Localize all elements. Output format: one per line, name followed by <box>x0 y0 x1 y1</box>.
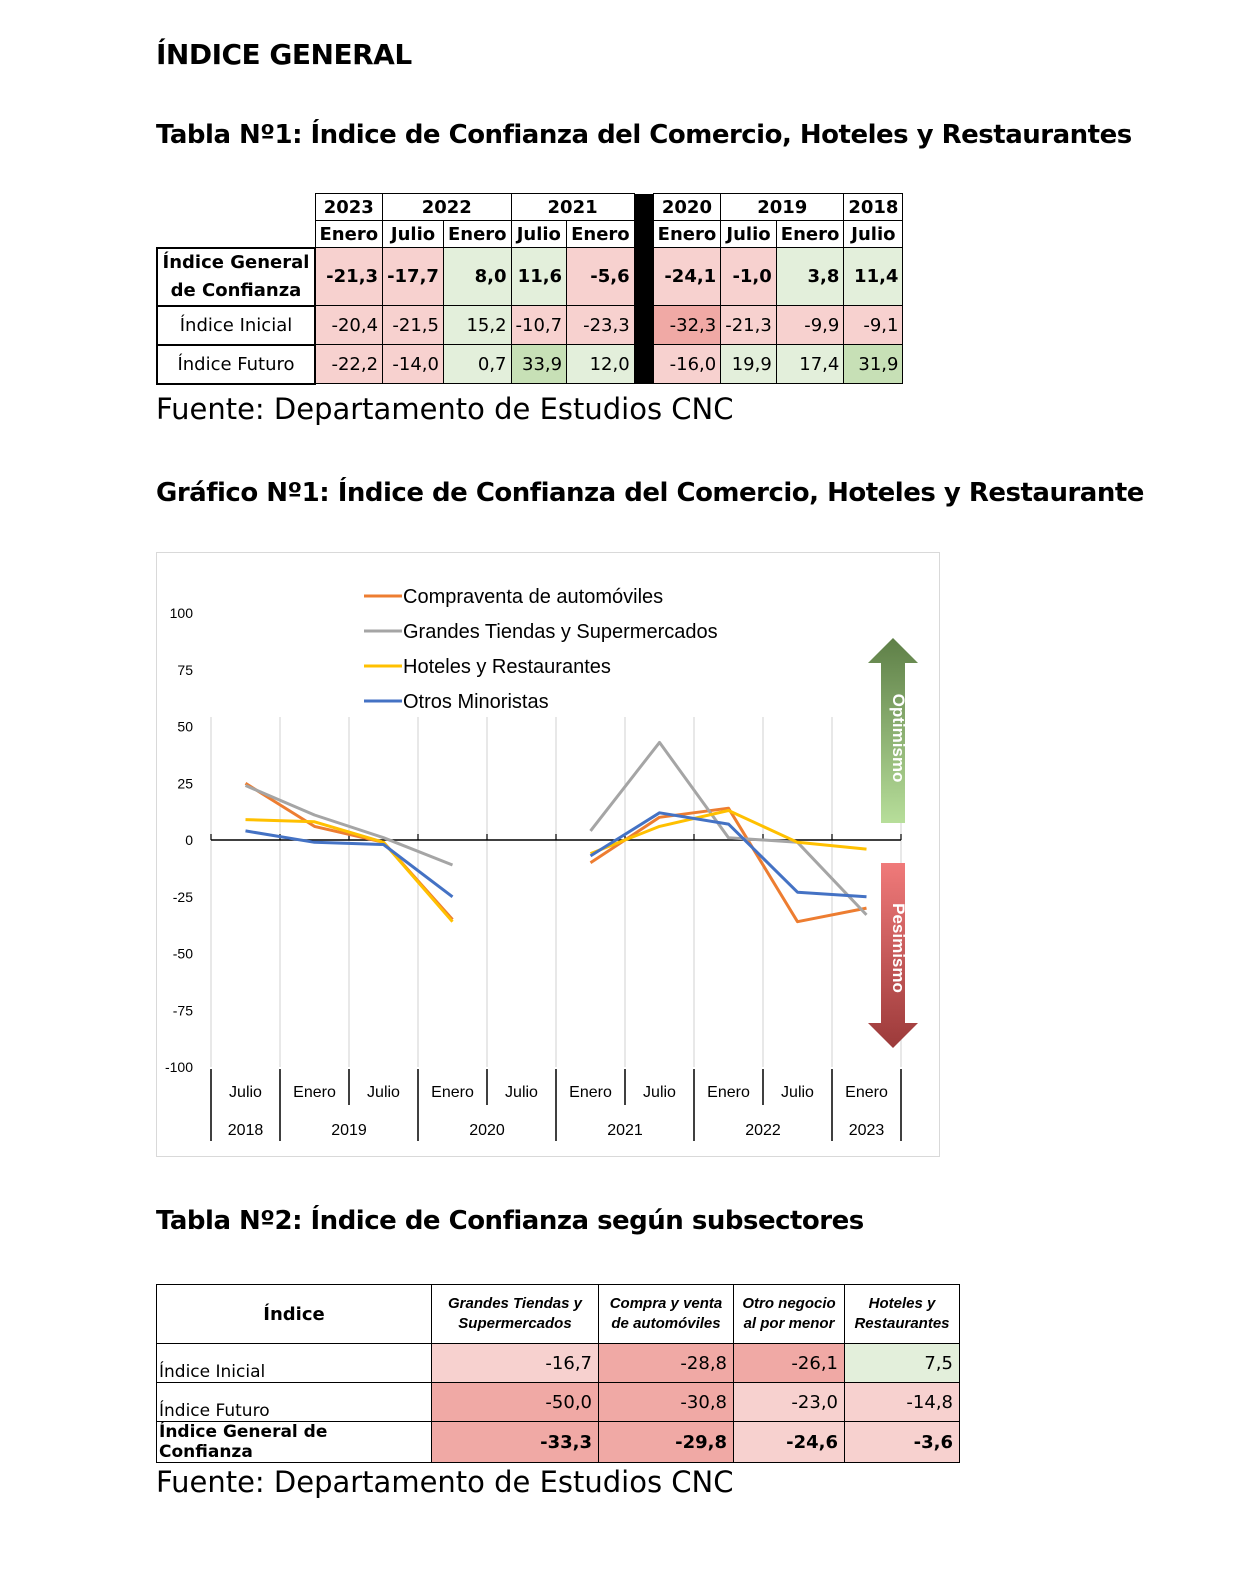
x-month-label: Enero <box>293 1084 336 1101</box>
table-cell: -21,3 <box>315 248 383 306</box>
month-header: Enero <box>443 221 511 248</box>
table-cell: -1,0 <box>721 248 777 306</box>
table-cell: -21,3 <box>721 306 777 345</box>
line-chart <box>157 553 939 1156</box>
month-header: Julio <box>721 221 777 248</box>
index-header: Índice <box>157 1285 432 1344</box>
month-header: Enero <box>315 221 383 248</box>
table-cell: -14,0 <box>383 345 444 384</box>
table-cell: 11,6 <box>511 248 567 306</box>
month-header: Enero <box>567 221 635 248</box>
table-cell: -17,7 <box>383 248 444 306</box>
table-cell: -9,1 <box>844 306 903 345</box>
table-cell: 15,2 <box>443 306 511 345</box>
table-cell: -30,8 <box>599 1383 734 1422</box>
month-header: Julio <box>844 221 903 248</box>
table1-title: Tabla Nº1: Índice de Confianza del Comercio, Hoteles y Restaurantes <box>156 120 1132 150</box>
x-month-label: Julio <box>781 1084 814 1101</box>
x-month-label: Julio <box>229 1084 262 1101</box>
table-cell: 0,7 <box>443 345 511 384</box>
subsector-table <box>156 1284 960 1463</box>
table-cell: -10,7 <box>511 306 567 345</box>
x-year-label: 2020 <box>469 1122 505 1139</box>
legend-label: Hoteles y Restaurantes <box>403 656 611 678</box>
table-cell: -23,0 <box>734 1383 845 1422</box>
optimism-label: Optimismo <box>889 693 908 783</box>
table-cell: -3,6 <box>845 1422 960 1463</box>
x-year-label: 2022 <box>745 1122 781 1139</box>
table-cell: 11,4 <box>844 248 903 306</box>
y-tick-label: -75 <box>172 1002 193 1019</box>
table-cell: -29,8 <box>599 1422 734 1463</box>
table-cell: 3,8 <box>776 248 844 306</box>
year-header: 2020 <box>653 194 721 221</box>
table-cell: -9,9 <box>776 306 844 345</box>
table-cell: 12,0 <box>567 345 635 384</box>
page-heading: ÍNDICE GENERAL <box>156 38 412 71</box>
table-separator <box>634 194 653 384</box>
table-cell: -21,5 <box>383 306 444 345</box>
confidence-table <box>156 193 903 385</box>
y-tick-label: 50 <box>177 718 193 735</box>
legend-label: Otros Minoristas <box>403 691 549 713</box>
row-label: Índice Inicial <box>157 1344 432 1383</box>
row-label: Índice Futuro <box>157 345 315 384</box>
table-cell: -16,0 <box>653 345 721 384</box>
pessimism-label: Pesimismo <box>889 903 908 993</box>
y-tick-label: 100 <box>169 605 193 621</box>
table-cell: -20,4 <box>315 306 383 345</box>
series-line <box>591 813 867 897</box>
table-cell: 7,5 <box>845 1344 960 1383</box>
table-cell: -26,1 <box>734 1344 845 1383</box>
legend-label: Compraventa de automóviles <box>403 586 664 608</box>
table-cell: -14,8 <box>845 1383 960 1422</box>
y-tick-label: 0 <box>185 832 193 848</box>
x-year-label: 2021 <box>607 1122 643 1139</box>
legend-label: Grandes Tiendas y Supermercados <box>403 621 718 643</box>
table-cell: -16,7 <box>432 1344 599 1383</box>
y-tick-label: -50 <box>172 945 193 962</box>
x-year-label: 2019 <box>331 1122 367 1139</box>
year-header: 2022 <box>383 194 511 221</box>
x-year-label: 2023 <box>848 1122 885 1139</box>
series-line <box>591 811 867 854</box>
table-cell: 19,9 <box>721 345 777 384</box>
table-cell: -32,3 <box>653 306 721 345</box>
table1-source: Fuente: Departamento de Estudios CNC <box>156 392 734 426</box>
chart-title: Gráfico Nº1: Índice de Confianza del Comercio, Hoteles y Restaurante <box>156 478 1144 508</box>
x-month-label: Enero <box>569 1084 612 1101</box>
row-label: Índice Inicial <box>157 306 315 345</box>
table-cell: -24,6 <box>734 1422 845 1463</box>
column-header: Compra y venta de automóviles <box>599 1285 734 1344</box>
row-label: Índice Futuro <box>157 1383 432 1422</box>
table-cell: -24,1 <box>653 248 721 306</box>
table-cell: 31,9 <box>844 345 903 384</box>
x-year-label: 2018 <box>227 1122 264 1139</box>
x-month-label: Enero <box>431 1084 474 1101</box>
y-tick-label: -100 <box>164 1059 193 1075</box>
y-tick-label: 75 <box>177 661 193 678</box>
month-header: Julio <box>511 221 567 248</box>
table-cell: -50,0 <box>432 1383 599 1422</box>
x-month-label: Enero <box>845 1084 888 1101</box>
year-header: 2023 <box>315 194 383 221</box>
table-cell: -33,3 <box>432 1422 599 1463</box>
x-month-label: Julio <box>643 1084 676 1101</box>
row-label: Índice General de Confianza <box>157 1422 432 1463</box>
x-month-label: Julio <box>367 1084 400 1101</box>
y-tick-label: 25 <box>177 775 193 792</box>
table-cell: 8,0 <box>443 248 511 306</box>
year-header: 2018 <box>844 194 903 221</box>
month-header: Enero <box>776 221 844 248</box>
table-cell: 17,4 <box>776 345 844 384</box>
column-header: Otro negocio al por menor <box>734 1285 845 1344</box>
table-cell: -5,6 <box>567 248 635 306</box>
chart-frame <box>156 552 940 1157</box>
table-cell: -23,3 <box>567 306 635 345</box>
x-month-label: Julio <box>505 1084 538 1101</box>
column-header: Hoteles y Restaurantes <box>845 1285 960 1344</box>
column-header: Grandes Tiendas y Supermercados <box>432 1285 599 1344</box>
y-tick-label: -25 <box>172 888 193 905</box>
year-header: 2019 <box>721 194 844 221</box>
table-cell: -28,8 <box>599 1344 734 1383</box>
month-header: Julio <box>383 221 444 248</box>
month-header: Enero <box>653 221 721 248</box>
table2-source: Fuente: Departamento de Estudios CNC <box>156 1465 734 1499</box>
year-header: 2021 <box>511 194 634 221</box>
table-cell: 33,9 <box>511 345 567 384</box>
table-cell: -22,2 <box>315 345 383 384</box>
x-month-label: Enero <box>707 1084 750 1101</box>
table2-title: Tabla Nº2: Índice de Confianza según subsectores <box>156 1206 864 1236</box>
row-label: Índice General de Confianza <box>157 248 315 306</box>
